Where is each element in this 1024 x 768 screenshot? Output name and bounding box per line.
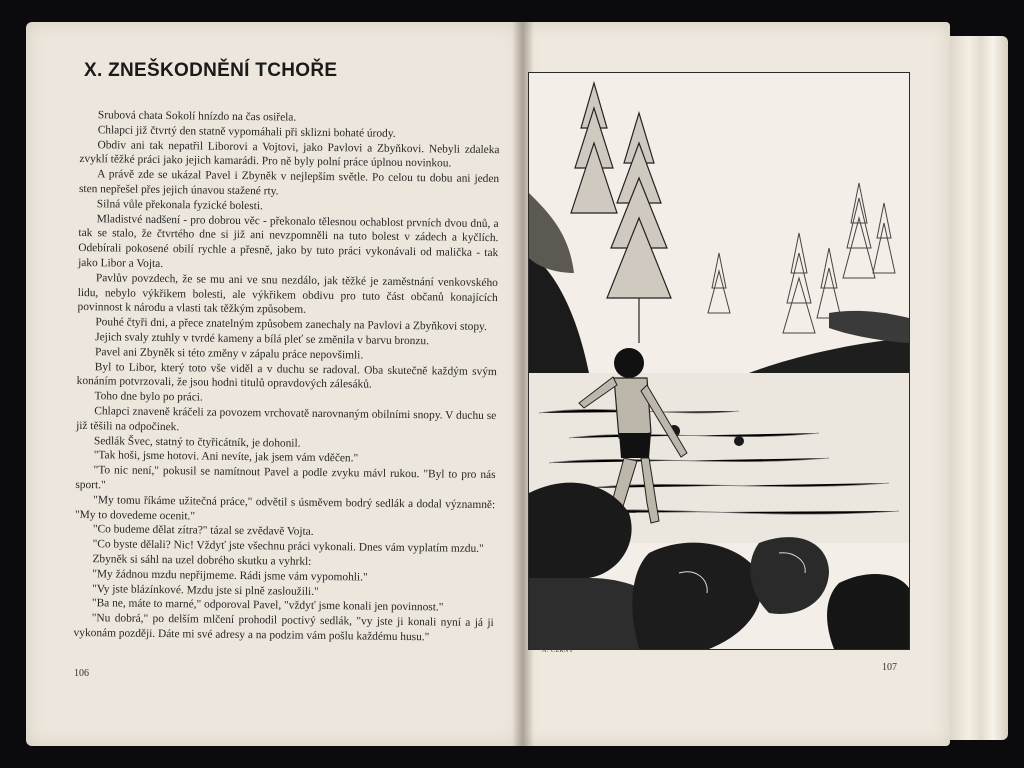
paragraph: Silná vůle překonala fyzické bolesti. [96,197,263,213]
paragraph: "My tomu říkáme užitečná práce," odvětil s úsměvem bodrý sedlák a dodal významně: "My to dovedeme ocenit." [74,493,496,522]
paragraph: Byl to Libor, který toto vše viděl a v duchu se radoval. Oba skutečně každým svým konáním potvrzovali, že jsou hodni titulů opravdových zálesáků. [76,360,497,391]
swimmer-head [734,436,744,446]
forest-lake-illustration [528,72,910,650]
page-number-right: 107 [882,662,897,673]
paragraph: "My žádnou mzdu nepřijmeme. Rádi jsme vám vypomohli." [92,567,368,584]
paragraph: Sedlák Švec, statný to čtyřicátník, je dohonil. [93,434,301,450]
chapter-text [73,108,499,646]
paragraph: Chlapci již čtvrtý den statně vypomáhali při sklizni bohaté úrody. [97,124,396,140]
paragraph: Obdiv ani tak nepatřil Liborovi a Vojtovi, jako Pavlovi a Zbyňkovi. Nebyli zdaleka zvyklí těžké práci jako jejich kamarádi. Pro ně byly polní práce úplnou novinkou. [79,138,500,170]
paragraph: Srubová chata Sokolí hnízdo na čas osiřela. [97,109,297,124]
paragraph: "To nic není," pokusil se namítnout Pavel a podle zvyku mávl rukou. "Byl to pro nás sport." [75,464,496,492]
illustration-drawing [529,73,909,649]
paragraph: Jejich svaly ztuhly v tvrdé kameny a bílá pleť se změnila v barvu bronzu. [95,331,430,348]
page-number-left: 106 [74,668,89,679]
paragraph: Pouhé čtyři dni, a přece znatelným způsobem zanechaly na Pavlovi a Zbyňkovi stopy. [95,316,487,334]
paragraph: Pavlův povzdech, že se mu ani ve snu nezdálo, jak těžké je zaměstnání venkovského lidu, nebylo výkřikem bolesti, ale výkřikem obdivu pro tuto část občanů konajících povinnost k národu a vlasti tak těžkým způsobem. [77,271,498,317]
paragraph: Mladistvé nadšení - pro dobrou věc - překonalo tělesnou ochablost prvních dvou dnů, a tak se stalo, že čtvrtého dne si již ani nevzpomněli na tuto bolest v zádech a kyčlích. Odebírali pokosené obilí rychle a přesně, jako by tuto práci vykonávali od malička - tak jako Libor a Vojta. [78,212,499,270]
paragraph: "Co budeme dělat zítra?" tázal se zvědavě Vojta. [92,523,314,539]
page-stack-edge [948,36,1008,740]
paragraph: "Co byste dělali? Nic! Vždyť jste všechnu práci vykonali. Dnes vám vyplatím mzdu." [92,538,484,556]
paragraph: Zbyněk si sáhl na uzel dobrého skutku a vyhrkl: [92,553,312,568]
open-book [20,16,1008,752]
paragraph: "Vy jste blázínkové. Mzdu jste si plně zasloužili." [92,582,319,598]
paragraph: Pavel ani Zbyněk si této změny v zápalu práce nepovšimli. [94,345,364,362]
chapter-title: X. ZNEŠKODNĚNÍ TCHOŘE [84,60,338,81]
paragraph: "Tak hoši, jsme hotovi. Ani nevíte, jak jsem vám vděčen." [93,449,359,465]
illustrator-signature: A. ČERNÝ [542,648,574,654]
paragraph: "Nu dobrá," po delším mlčení prohodil poctivý sedlák, "vy jste ji konali nyní a já ji vykonám později. Dáte mi své adresy a na podzim vám pošlu každému husu." [73,612,494,644]
paragraph: Toho dne bylo po práci. [94,390,203,404]
paragraph: Chlapci znaveně kráčeli za povozem vrchovatě narovnaným obilními snopy. V duchu se již těšili na odpočinek. [76,405,497,433]
paragraph: A právě zde se ukázal Pavel i Zbyněk v nejlepším světle. Po celou tu dobu ani jeden sten nepřešel přes jejich únavou stažené rty. [78,168,500,198]
paragraph: "Ba ne, máte to marné," odporoval Pavel, "vždyť jsme konali jen povinnost." [91,597,444,614]
